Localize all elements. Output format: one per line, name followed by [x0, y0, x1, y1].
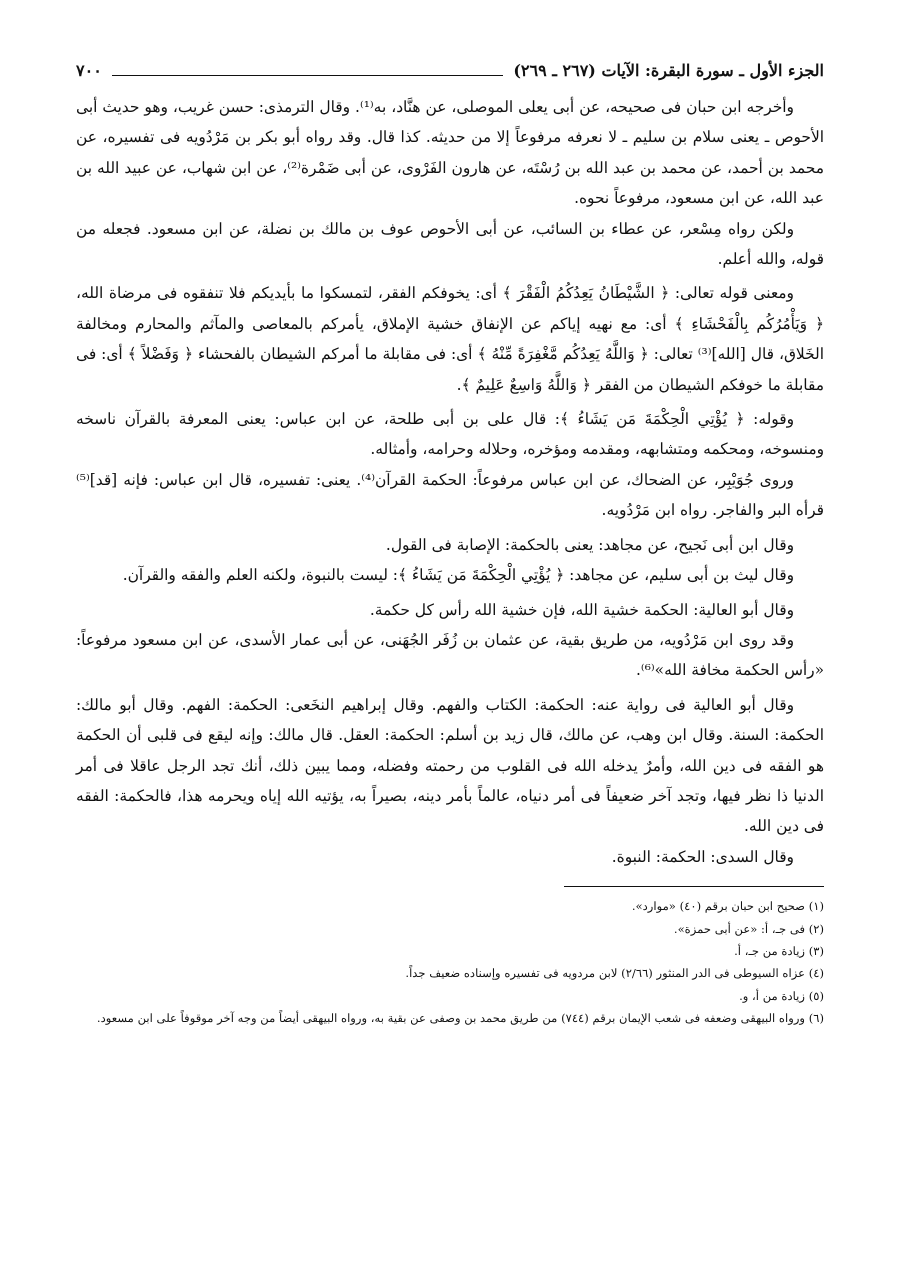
main-text: [76, 92, 824, 872]
footnote-divider: [564, 886, 824, 887]
header-rule: [112, 75, 504, 76]
paragraph: وقال أبو العالية: الحكمة خشية الله، فإن خشية الله رأس كل حكمة.: [369, 600, 794, 619]
header-title: الجزء الأول ـ سورة البقرة: الآيات (٢٦٧ ـ ٢٦٩): [513, 61, 824, 80]
paragraph: وقد روى ابن مَرْدُويه، من طريق بقية، عن عثمان بن زُفَر الجُهَنى، عن أبى عمار الأسدى، عن ابن مسعود مرفوعاً: «رأس الحكمة مخافة الله»⁽⁶⁾.: [76, 630, 824, 680]
paragraph: ولكن رواه مِسْعر، عن عطاء بن السائب، عن أبى الأحوص عوف بن مالك بن نضلة، عن ابن مسعود. فجعله من قوله، والله أعلم.: [76, 219, 824, 269]
footnote: (٦) ورواه البيهقى وضعفه فى شعب الإيمان برقم (٧٤٤) من طريق محمد بن وصفى عن بقية به، ورواه البيهقى أيضاً من وجه آخر موقوفاً على ابن مسعود.: [96, 1011, 824, 1026]
paragraph: وقوله: ﴿ يُؤْتِي الْحِكْمَةَ مَن يَشَاءُ ﴾: قال على بن أبى طلحة، عن ابن عباس: يعنى المعرفة بالقرآن ناسخه ومنسوخه، ومحكمه ومتشابهه، ومقدمه ومؤخره، وحلاله وحرامه، وأمثاله.: [76, 410, 824, 459]
footnotes: [76, 895, 824, 1029]
footnote: (٣) زيادة من جـ، أ.: [734, 943, 824, 958]
running-header: [76, 58, 824, 82]
footnote: (٥) زيادة من أ، و.: [739, 988, 824, 1003]
paragraph: ومعنى قوله تعالى: ﴿ الشَّيْطَانُ يَعِدُكُمُ الْفَقْرَ ﴾ أى: يخوفكم الفقر، لتمسكوا ما بأيديكم فلا تنفقوه فى مرضاة الله، ﴿ وَيَأْمُرُكُم بِالْفَحْشَاءِ ﴾ أى: مع نهيه إياكم عن الإنفاق خشية الإملاق، يأمركم بالمعاصى والمآثم والمحارم ومخالفة الخَلاق، قال [الله]⁽³⁾ تعالى: ﴿ وَاللَّهُ يَعِدُكُم مَّغْفِرَةً مِّنْهُ ﴾ أى: فى مقابلة ما أمركم الشيطان بالفحشاء ﴿ وَفَضْلاً ﴾ أى: فى مقابلة ما خوفكم الشيطان من الفقر ﴿ وَاللَّهُ وَاسِعٌ عَلِيمٌ ﴾.: [76, 284, 824, 394]
book-page: [76, 58, 824, 1258]
footnote: (١) صحيح ابن حبان برقم (٤٠) «موارد».: [631, 899, 824, 914]
paragraph: وروى جُوَيْبِر، عن الضحاك، عن ابن عباس مرفوعاً: الحكمة القرآن⁽⁴⁾. يعنى: تفسيره، قال ابن عباس: فإنه [قد]⁽⁵⁾ قرأه البر والفاجر. رواه ابن مَرْدُويه.: [76, 470, 824, 520]
footnote: (٤) عزاه السيوطى فى الدر المنثور (٢/٦٦) لابن مردويه فى تفسيره وإسناده ضعيف جداً.: [405, 966, 824, 981]
paragraph: وأخرجه ابن حبان فى صحيحه، عن أبى يعلى الموصلى، عن هنَّاد، به⁽¹⁾. وقال الترمذى: حسن غريب، وهو حديث أبى الأحوص ـ يعنى سلام بن سليم ـ لا نعرفه مرفوعاً إلا من حديثه. كذا قال. وقد رواه أبو بكر بن مَرْدُويه فى تفسيره، عن محمد بن أحمد، عن محمد بن عبد الله بن رُسْتَه، عن هارون الفَرْوى، عن أبى ضَمْرة⁽²⁾، عن ابن شهاب، عن عبيد الله بن عبد الله، عن ابن مسعود، مرفوعاً نحوه.: [76, 98, 824, 208]
paragraph: وقال السدى: الحكمة: النبوة.: [611, 847, 794, 866]
page-number: ٧٠٠: [76, 61, 102, 80]
paragraph: وقال أبو العالية فى رواية عنه: الحكمة: الكتاب والفهم. وقال إبراهيم النخَعى: الحكمة: الفهم. وقال أبو مالك: الحكمة: السنة. وقال ابن وهب، عن مالك، قال زيد بن أسلم: الحكمة: العقل. قال مالك: وإنه ليقع فى قلبى أن الحكمة هو الفقه فى دين الله، وأمرٌ يدخله الله فى القلوب من رحمته وفضله، ومما يبين ذلك، أنك تجد الرجل عاقلا فى أمر الدنيا ذا نظر فيها، وتجد آخر ضعيفاً فى أمر دنياه، عالماً بأمر دينه، بصيراً به، يؤتيه الله إياه ويحرمه هذا، فالحكمة: الفقه فى دين الله.: [76, 695, 824, 836]
paragraph: وقال ابن أبى نَجيح، عن مجاهد: يعنى بالحكمة: الإصابة فى القول.: [385, 535, 794, 554]
footnote: (٢) فى جـ، أ: «عن أبى حمزة».: [673, 921, 824, 936]
paragraph: وقال ليث بن أبى سليم، عن مجاهد: ﴿ يُؤْتِي الْحِكْمَةَ مَن يَشَاءُ ﴾: ليست بالنبوة، ولكنه العلم والفقه والقرآن.: [122, 566, 794, 585]
